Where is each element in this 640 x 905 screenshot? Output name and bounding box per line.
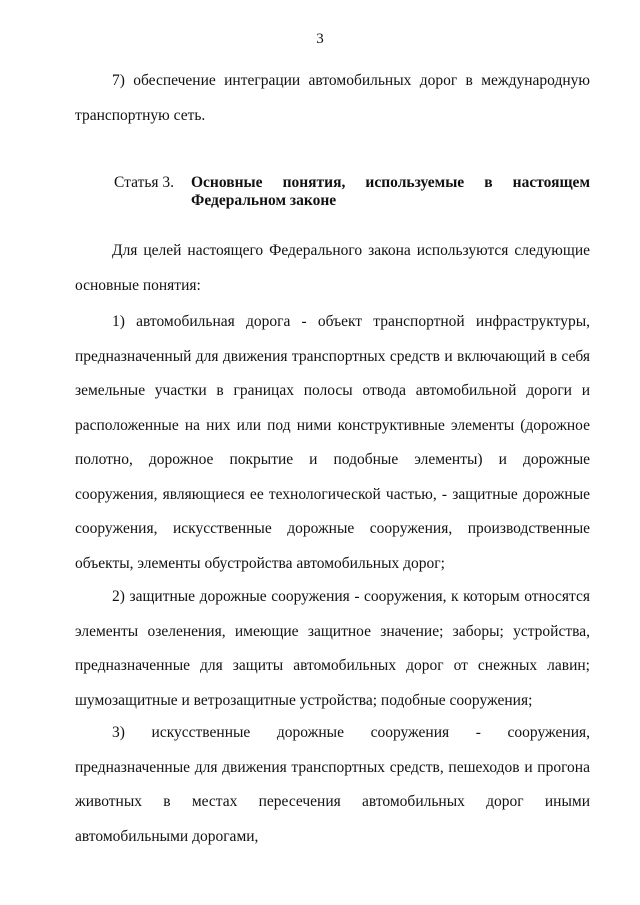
paragraph-item-7: 7) обеспечение интеграции автомобильных дорог в международную транспортную сеть. — [75, 72, 590, 124]
article-title-line-1: Основные понятия, используемые в настоящем — [191, 174, 590, 191]
paragraph-definition-2: 2) защитные дорожные сооружения - сооружения, к которым относятся элементы озеленения, имеющие защитное значение; заборы; устройства, предназначенные для защиты автомобильных дорог от снежных лавин; шумозащитные и ветрозащитные устройства; подобные сооружения; — [75, 588, 590, 709]
article-number: Статья 3. — [114, 174, 175, 191]
page-number: 3 — [316, 31, 324, 47]
article-title — [191, 174, 590, 210]
paragraph-lead: Для целей настоящего Федерального закона используются следующие основные понятия: — [75, 242, 590, 294]
article-title-line-2: Федеральном законе — [191, 192, 337, 209]
paragraph-definition-1: 1) автомобильная дорога - объект транспортной инфраструктуры, предназначенный для движения транспортных средств и включающий в себя земельные участки в границах полосы отвода автомобильной дороги и расположенные на них или под ними конструктивные элементы (дорожное полотно, дорожное покрытие и подобные элементы) и дорожные сооружения, являющиеся ее технологической частью, - защитные дорожные сооружения, искусственные дорожные сооружения, производственные объекты, элементы обустройства автомобильных дорог; — [75, 313, 590, 572]
paragraph-definition-3: 3) искусственные дорожные сооружения - сооружения, предназначенные для движения транспортных средств, пешеходов и прогона животных в местах пересечения автомобильных дорог иными автомобильными дорогами, — [75, 724, 590, 845]
